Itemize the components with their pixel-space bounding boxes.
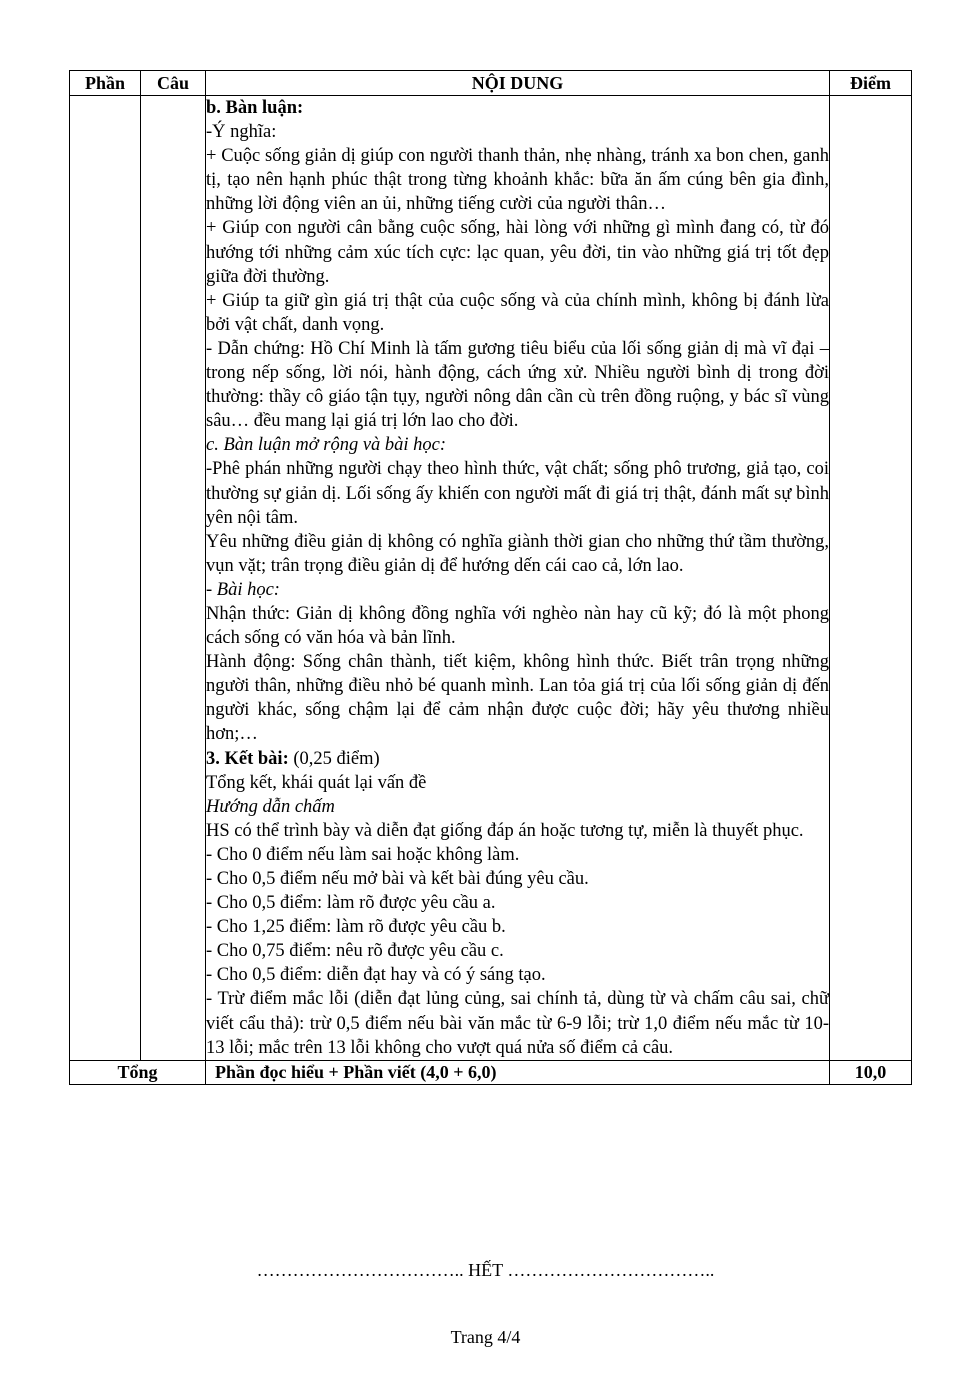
section-b-heading: b. Bàn luận:: [206, 98, 304, 118]
grading-rule-1: - Cho 0 điểm nếu làm sai hoặc không làm.: [206, 844, 520, 865]
meaning-point-1: + Cuộc sống giản dị giúp con người thanh thản, nhẹ nhàng, tránh xa bon chen, ganh tị, tạo nên hạnh phúc thật trong từng khoảnh khắc: bữa ăn ấm cúng bên gia đình, những lời động viên an ủi, những tiếng cười của người thân…: [206, 146, 829, 215]
evidence-paragraph: - Dẫn chứng: Hồ Chí Minh là tấm gương tiêu biểu của lối sống giản dị mà vĩ đại – trong nếp sống, lời nói, hành động, cách ứng xử. Nhiều người bình dị trong đời thường: thầy cô giáo tận tụy, người nông dân cần cù trên đồng ruộng, y bác sĩ vùng sâu… đều mang lại giá trị lớn lao cho đời.: [206, 338, 829, 432]
conclusion-line: [206, 747, 829, 771]
header-score: Điểm: [830, 71, 912, 96]
meaning-label: -Ý nghĩa:: [206, 122, 277, 143]
grading-intro: HS có thể trình bày và diễn đạt giống đáp án hoặc tương tự, miễn là thuyết phục.: [206, 820, 804, 841]
love-simple-paragraph: Yêu những điều giản dị không có nghĩa giành thời gian cho những thứ tầm thường, vụn vặt; trân trọng điều giản dị để hướng dến cái cao cả, lớn lao.: [206, 531, 829, 576]
criticism-paragraph: -Phê phán những người chạy theo hình thức, vật chất; sống phô trương, giả tạo, coi thường sự giản dị. Lối sống ấy khiến con người mất đi giá trị thật, đánh mất sự bình yên nội tâm.: [206, 459, 829, 528]
header-row: [70, 71, 912, 96]
conclusion-heading: 3. Kết bài:: [206, 748, 289, 769]
lesson-label: - Bài học:: [206, 579, 280, 600]
score-cell: [830, 96, 912, 1061]
grading-rule-7: - Trừ điểm mắc lỗi (diễn đạt lủng củng, sai chính tả, dùng từ và chấm câu sai, chữ viết cẩu thả): trừ 0,5 điểm nếu bài văn mắc từ 6-9 lỗi; trừ 1,0 điểm nếu mắc từ 10-13 lỗi; mắc trên 13 lỗi không cho vượt quá nửa số điểm cả câu.: [206, 989, 829, 1058]
meaning-point-2: + Giúp con người cân bằng cuộc sống, hài lòng với những gì mình đang có, từ đó hướng tới những cảm xúc tích cực: lạc quan, yêu đời, tin vào những giá trị tốt đẹp giữa đời thường.: [206, 218, 829, 287]
grading-table: [69, 70, 912, 1085]
total-score: 10,0: [830, 1060, 912, 1084]
part-cell: [70, 96, 141, 1061]
section-c-heading: c. Bàn luận mở rộng và bài học:: [206, 435, 447, 456]
grading-rule-4: - Cho 1,25 điểm: làm rõ được yêu cầu b.: [206, 917, 506, 938]
conclusion-points: (0,25 điểm): [288, 748, 380, 769]
meaning-point-3: + Giúp ta giữ gìn giá trị thật của cuộc sống và của chính mình, không bị đánh lừa bởi vật chất, danh vọng.: [206, 290, 829, 335]
action-paragraph: Hành động: Sống chân thành, tiết kiệm, không hình thức. Biết trân trọng những người thân, những điều nhỏ bé quanh mình. Lan tỏa giá trị của lối sống giản dị đến người khác, sống chậm lại để cảm nhận được cuộc đời; hãy yêu thương nhiều hơn;…: [206, 652, 829, 745]
header-content: NỘI DUNG: [206, 71, 830, 96]
question-cell: [141, 96, 206, 1061]
grading-rule-2: - Cho 0,5 điểm nếu mở bài và kết bài đúng yêu cầu.: [206, 869, 589, 889]
page-number: Trang 4/4: [450, 1327, 521, 1347]
grading-rule-6: - Cho 0,5 điểm: diễn đạt hay và có ý sáng tạo.: [206, 965, 546, 986]
end-marker: …………………………….. HẾT ……………………………..: [256, 1260, 715, 1280]
awareness-paragraph: Nhận thức: Giản dị không đồng nghĩa với nghèo nàn hay cũ kỹ; đó là một phong cách sống có văn hóa và bản lĩnh.: [206, 603, 829, 649]
grading-heading: Hướng dẫn chấm: [206, 796, 335, 817]
content-row: [70, 96, 912, 1061]
header-part: Phần: [70, 71, 141, 96]
grading-rule-3: - Cho 0,5 điểm: làm rõ được yêu cầu a.: [206, 893, 496, 914]
summary-line: Tổng kết, khái quát lại vấn đề: [206, 772, 427, 793]
header-question: Câu: [141, 71, 206, 96]
total-content: Phần đọc hiểu + Phần viết (4,0 + 6,0): [206, 1060, 830, 1084]
total-row: [70, 1060, 912, 1084]
total-label: Tổng: [70, 1060, 206, 1084]
content-cell: [206, 96, 830, 1061]
grading-rule-5: - Cho 0,75 điểm: nêu rõ được yêu cầu c.: [206, 941, 504, 962]
